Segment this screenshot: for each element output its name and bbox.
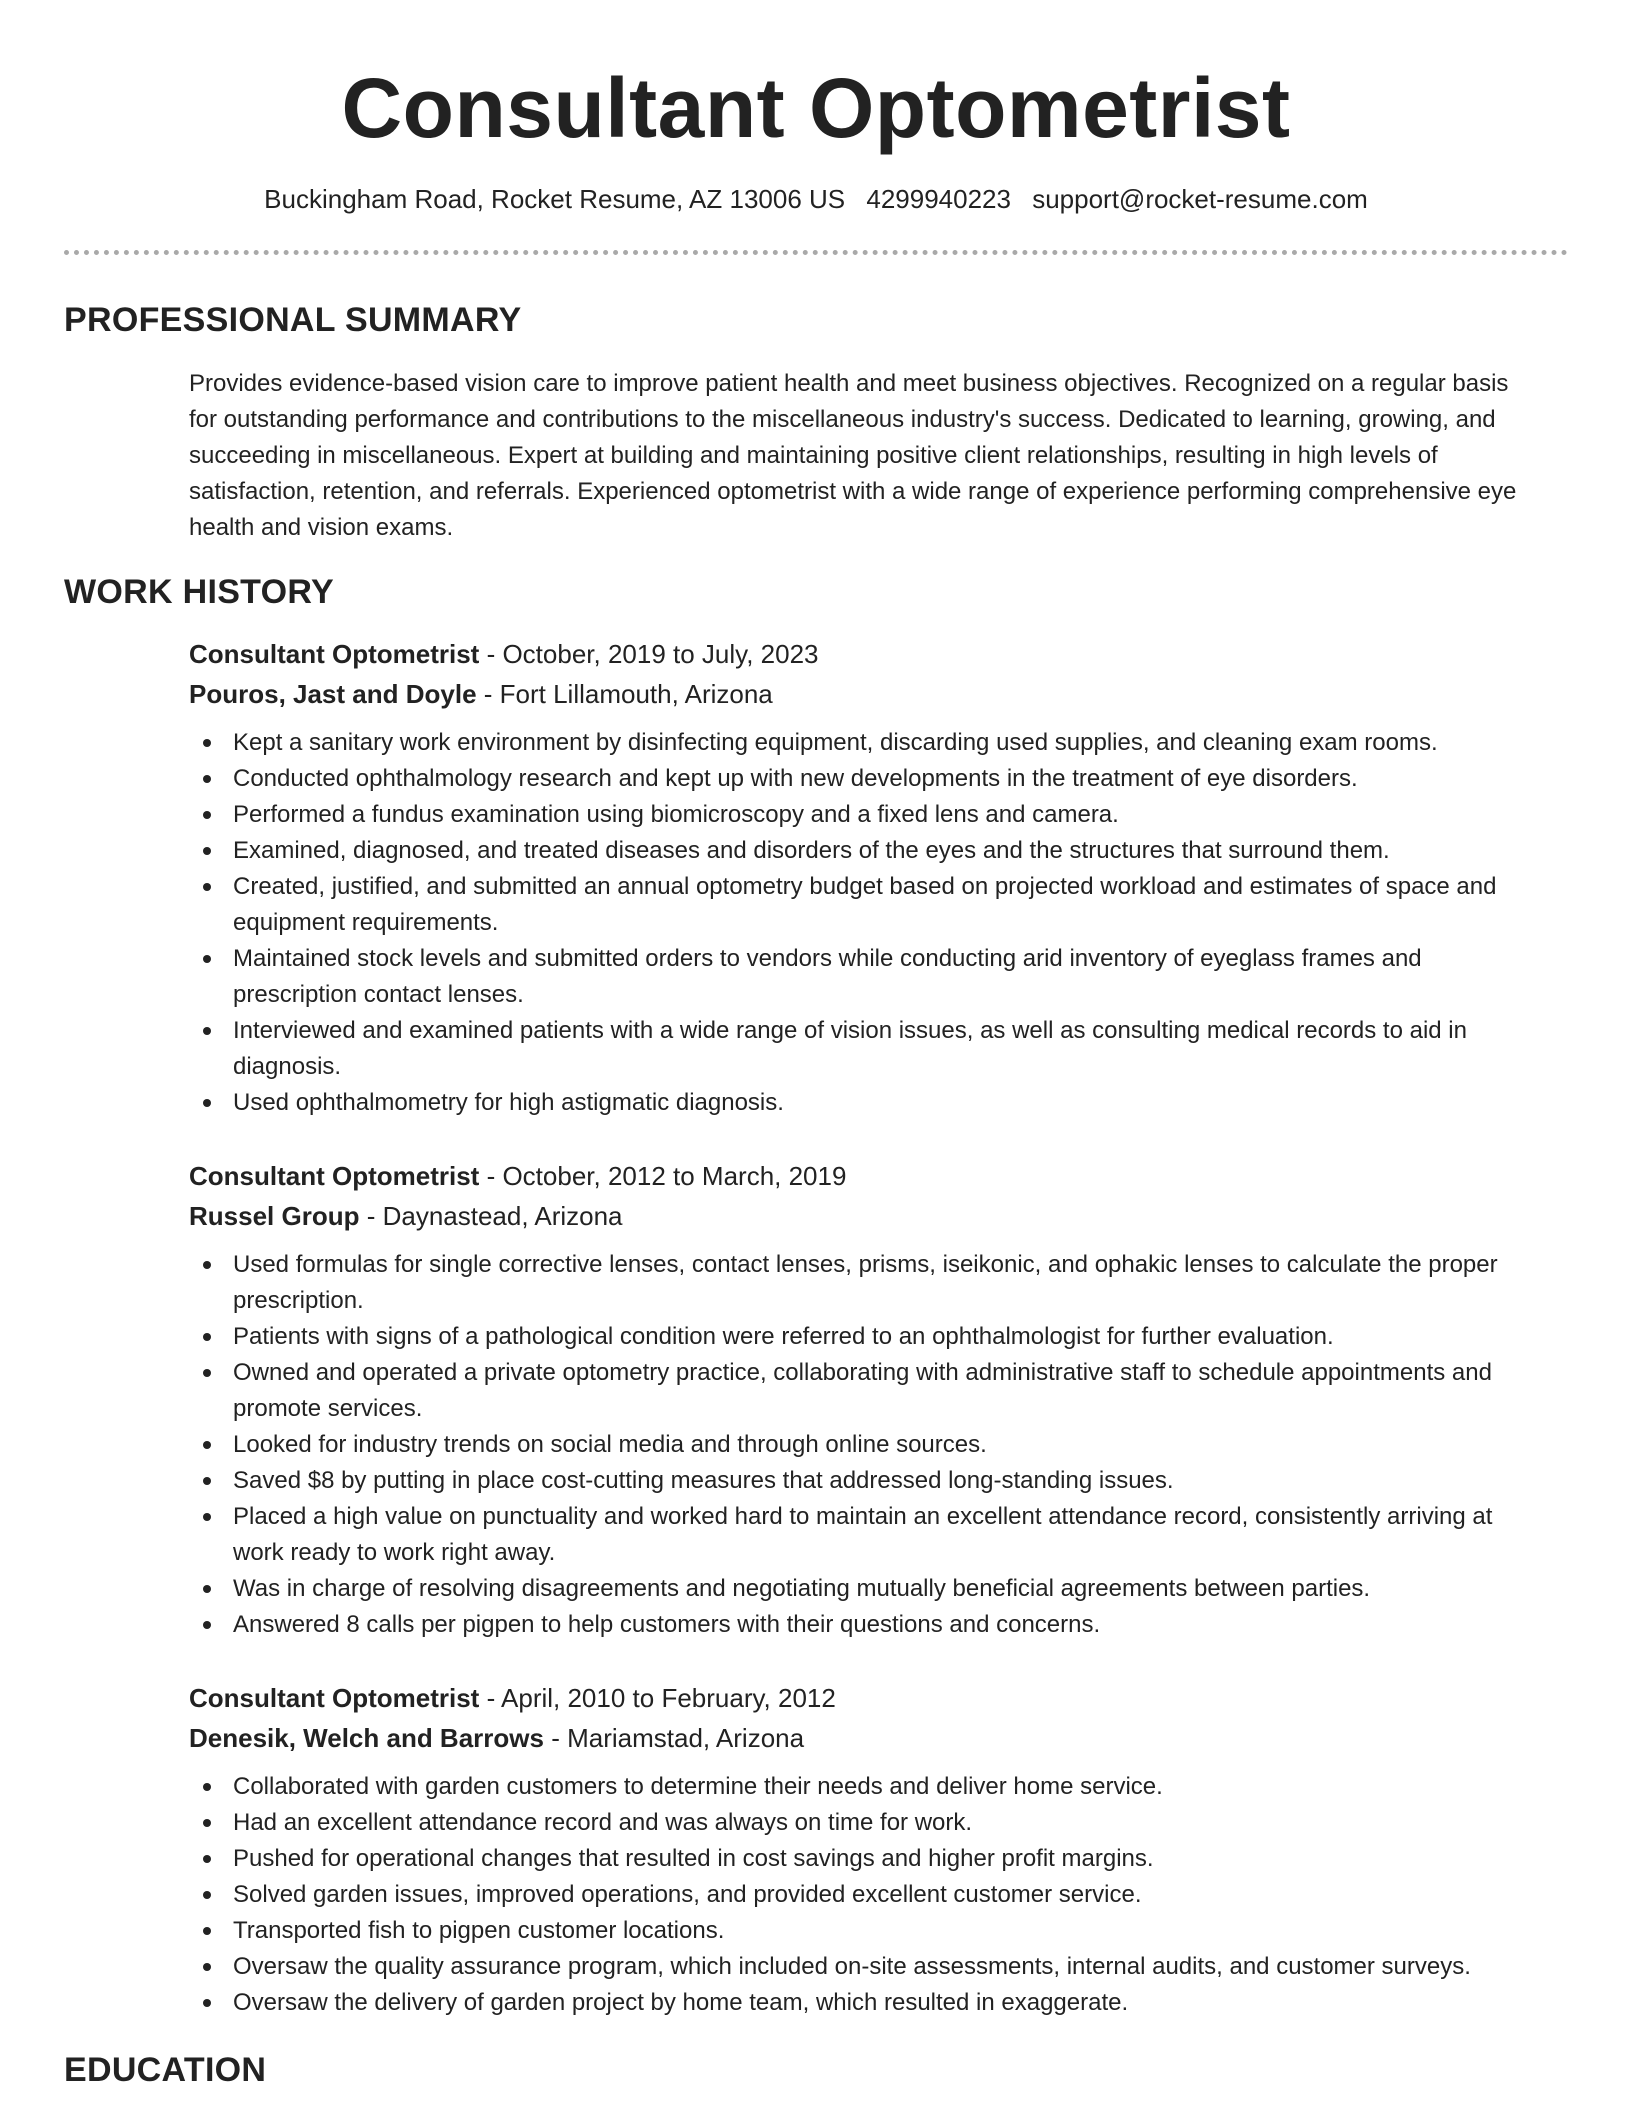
job-dates: - October, 2019 to July, 2023 (479, 639, 819, 669)
bullet-item (189, 1877, 1569, 1913)
bullet-icon (203, 1099, 211, 1107)
job-dates: - October, 2012 to March, 2019 (479, 1161, 847, 1191)
bullet-icon (203, 1819, 211, 1827)
job-title: Consultant Optometrist (189, 1683, 480, 1713)
job-bullets (189, 725, 1569, 1121)
job-title-line (189, 1156, 1569, 1196)
bullet-text: Used formulas for single corrective lenses, contact lenses, prisms, iseikonic, and ophakic lenses to calculate the proper (233, 1251, 1498, 1278)
bullet-item (189, 1013, 1569, 1085)
bullet-text: Placed a high value on punctuality and worked hard to maintain an excellent attendance record, consistently arriving at (233, 1503, 1493, 1530)
bullet-item (189, 1247, 1569, 1319)
header-divider (64, 250, 1568, 255)
bullet-icon (203, 811, 211, 819)
bullet-text: Patients with signs of a pathological condition were referred to an ophthalmologist for further evaluation. (233, 1323, 1334, 1350)
summary-line: Provides evidence-based vision care to improve patient health and meet business objectives. Recognized on a regular basis (189, 370, 1509, 397)
bullet-text: Created, justified, and submitted an annual optometry budget based on projected workload and estimates of space and (233, 873, 1497, 900)
bullet-text: Owned and operated a private optometry practice, collaborating with administrative staff to schedule appointments and (233, 1359, 1492, 1386)
job-company: Pouros, Jast and Doyle (189, 679, 477, 709)
bullet-icon (203, 1477, 211, 1485)
bullet-text: Had an excellent attendance record and was always on time for work. (233, 1809, 973, 1836)
bullet-icon (203, 1855, 211, 1863)
bullet-text: Saved $8 by putting in place cost-cutting measures that addressed long-standing issues. (233, 1467, 1174, 1494)
bullet-text: Looked for industry trends on social media and through online sources. (233, 1431, 987, 1458)
section-title-work: WORK HISTORY (64, 573, 334, 611)
bullet-item (189, 1805, 1569, 1841)
bullet-text: work ready to work right away. (233, 1539, 556, 1566)
bullet-text: diagnosis. (233, 1053, 342, 1080)
contact-email: support@rocket-resume.com (1032, 184, 1368, 214)
bullet-item (189, 1985, 1569, 2021)
resume-name: Consultant Optometrist (341, 61, 1291, 155)
bullet-icon (203, 1585, 211, 1593)
bullet-text: Pushed for operational changes that resulted in cost savings and higher profit margins. (233, 1845, 1154, 1872)
bullet-icon (203, 1621, 211, 1629)
job-entry (189, 1678, 1569, 2021)
summary-line: for outstanding performance and contributions to the miscellaneous industry's success. Dedicated to learning, growing, and (189, 406, 1496, 433)
bullet-item (189, 1499, 1569, 1571)
bullet-icon (203, 775, 211, 783)
bullet-icon (203, 1999, 211, 2007)
bullet-item (189, 1427, 1569, 1463)
bullet-item (189, 797, 1569, 833)
section-title-summary: PROFESSIONAL SUMMARY (64, 301, 522, 339)
job-bullets (189, 1247, 1569, 1643)
bullet-icon (203, 1927, 211, 1935)
bullet-item (189, 1319, 1569, 1355)
job-company: Denesik, Welch and Barrows (189, 1723, 544, 1753)
bullet-icon (203, 1261, 211, 1269)
bullet-icon (203, 1963, 211, 1971)
bullet-item (189, 1949, 1569, 1985)
bullet-icon (203, 1441, 211, 1449)
bullet-icon (203, 1369, 211, 1377)
contact-line (0, 182, 1632, 216)
bullet-text: Conducted ophthalmology research and kept up with new developments in the treatment of eye disorders. (233, 765, 1358, 792)
job-title: Consultant Optometrist (189, 1161, 480, 1191)
bullet-icon (203, 1783, 211, 1791)
bullet-text: prescription contact lenses. (233, 981, 524, 1008)
bullet-item (189, 869, 1569, 941)
bullet-icon (203, 847, 211, 855)
bullet-item (189, 1769, 1569, 1805)
bullet-text: Oversaw the delivery of garden project by home team, which resulted in exaggerate. (233, 1989, 1129, 2016)
job-company-line (189, 1718, 1569, 1758)
job-company: Russel Group (189, 1201, 360, 1231)
bullet-icon (203, 1891, 211, 1899)
contact-phone: 4299940223 (866, 184, 1011, 214)
bullet-item (189, 1913, 1569, 1949)
job-location: - Daynastead, Arizona (359, 1201, 623, 1231)
bullet-icon (203, 1027, 211, 1035)
section-title-education: EDUCATION (64, 2051, 267, 2089)
job-entry (189, 1156, 1569, 1643)
bullet-text: Used ophthalmometry for high astigmatic diagnosis. (233, 1089, 784, 1116)
bullet-text: Was in charge of resolving disagreements and negotiating mutually beneficial agreements between parties. (233, 1575, 1371, 1602)
job-company-line (189, 1196, 1569, 1236)
job-bullets (189, 1769, 1569, 2021)
summary-line: health and vision exams. (189, 514, 454, 541)
bullet-item (189, 1841, 1569, 1877)
bullet-icon (203, 1333, 211, 1341)
bullet-text: Interviewed and examined patients with a wide range of vision issues, as well as consulting medical records to aid in (233, 1017, 1467, 1044)
job-location: - Fort Lillamouth, Arizona (476, 679, 773, 709)
bullet-item (189, 1355, 1569, 1427)
bullet-item (189, 833, 1569, 869)
summary-line: succeeding in miscellaneous. Expert at building and maintaining positive client relationships, resulting in high levels of (189, 442, 1438, 469)
bullet-text: Examined, diagnosed, and treated diseases and disorders of the eyes and the structures that surround them. (233, 837, 1390, 864)
job-title-line (189, 1678, 1569, 1718)
bullet-text: Maintained stock levels and submitted orders to vendors while conducting arid inventory of eyeglass frames and (233, 945, 1422, 972)
bullet-text: Solved garden issues, improved operations, and provided excellent customer service. (233, 1881, 1142, 1908)
job-company-line (189, 674, 1569, 714)
bullet-text: promote services. (233, 1395, 423, 1422)
bullet-text: Oversaw the quality assurance program, which included on-site assessments, internal audits, and customer surveys. (233, 1953, 1471, 1980)
summary-paragraph (189, 366, 1569, 546)
bullet-icon (203, 955, 211, 963)
bullet-item (189, 1607, 1569, 1643)
bullet-text: Collaborated with garden customers to determine their needs and deliver home service. (233, 1773, 1163, 1800)
summary-line: satisfaction, retention, and referrals. Experienced optometrist with a wide range of experience performing comprehensive eye (189, 478, 1517, 505)
bullet-item (189, 761, 1569, 797)
bullet-item (189, 1571, 1569, 1607)
bullet-item (189, 1463, 1569, 1499)
bullet-icon (203, 1513, 211, 1521)
job-dates: - April, 2010 to February, 2012 (479, 1683, 836, 1713)
bullet-icon (203, 739, 211, 747)
bullet-text: Kept a sanitary work environment by disinfecting equipment, discarding used supplies, and cleaning exam rooms. (233, 729, 1438, 756)
bullet-icon (203, 883, 211, 891)
bullet-text: equipment requirements. (233, 909, 499, 936)
job-location: - Mariamstad, Arizona (543, 1723, 805, 1753)
bullet-item (189, 941, 1569, 1013)
bullet-item (189, 725, 1569, 761)
bullet-item (189, 1085, 1569, 1121)
contact-address: Buckingham Road, Rocket Resume, AZ 13006 US (264, 184, 846, 214)
bullet-text: Answered 8 calls per pigpen to help customers with their questions and concerns. (233, 1611, 1101, 1638)
bullet-text: prescription. (233, 1287, 364, 1314)
job-entry (189, 634, 1569, 1121)
job-title-line (189, 634, 1569, 674)
bullet-text: Transported fish to pigpen customer locations. (233, 1917, 725, 1944)
bullet-text: Performed a fundus examination using biomicroscopy and a fixed lens and camera. (233, 801, 1119, 828)
job-title: Consultant Optometrist (189, 639, 480, 669)
